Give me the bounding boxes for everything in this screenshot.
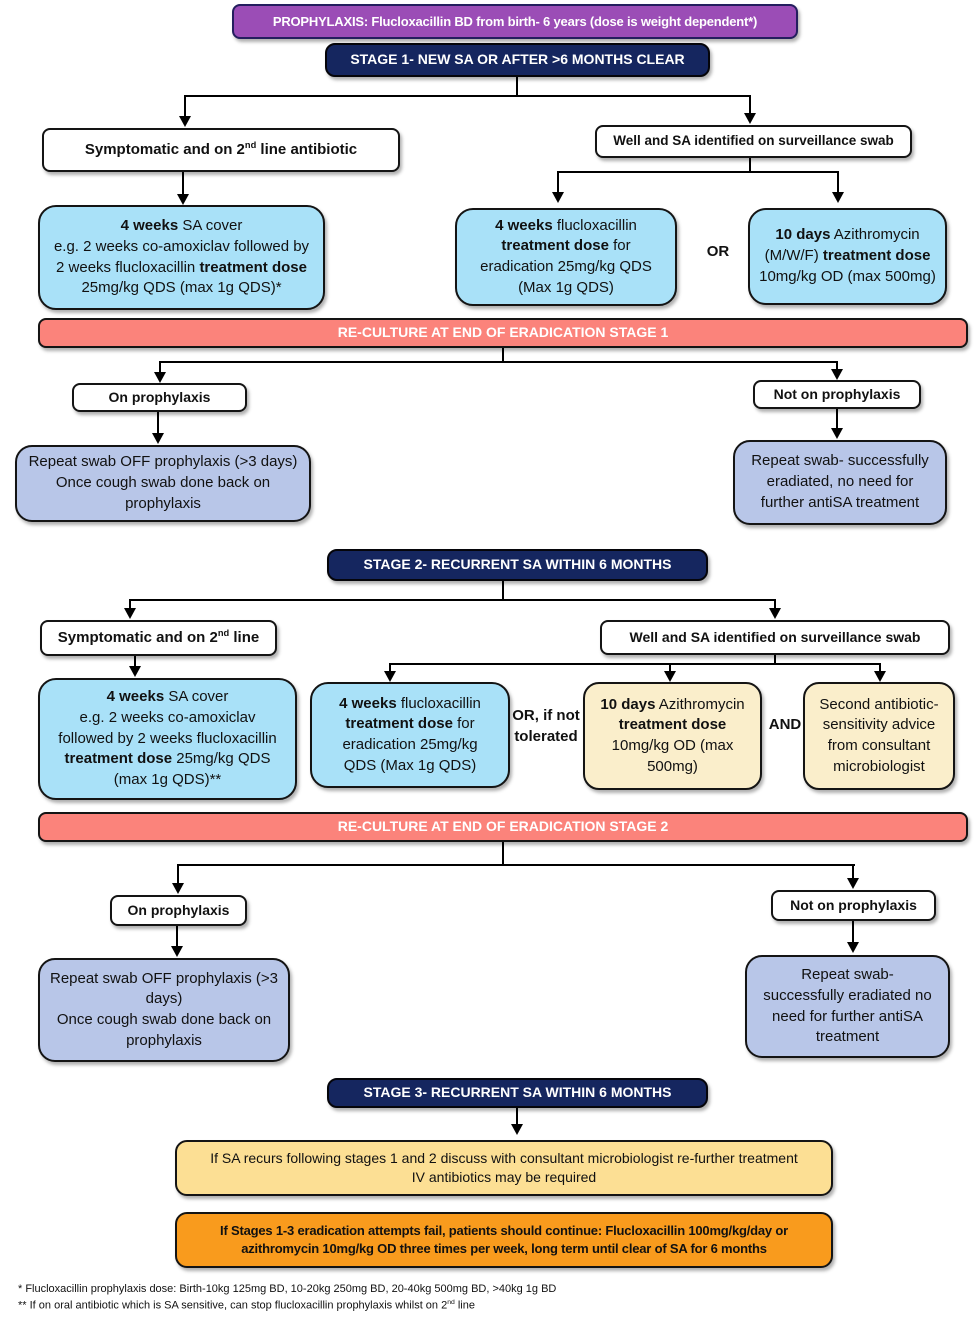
arrow-head xyxy=(154,372,166,383)
text-line xyxy=(619,715,727,736)
text-line: 10mg/kg OD (max xyxy=(611,737,734,754)
text-line: tolerated xyxy=(514,727,578,745)
text-line: QDS (Max 1g QDS) xyxy=(343,756,477,774)
arrow-head xyxy=(831,369,843,380)
connector-line xyxy=(557,171,839,173)
connector-line xyxy=(184,95,186,117)
stage2-repeat-swab-off-box xyxy=(38,958,290,1062)
stage1-on-prophylaxis-box xyxy=(72,383,247,412)
text-line: On prophylaxis xyxy=(127,901,230,918)
connector-line xyxy=(182,172,184,195)
connector-line xyxy=(749,95,751,115)
stage3-banner xyxy=(327,1078,708,1108)
arrow-head xyxy=(874,671,886,682)
text-line: 500mg) xyxy=(647,757,698,775)
text-run: line antibiotic xyxy=(256,141,358,159)
connector-line xyxy=(502,581,504,601)
superscript: nd xyxy=(217,628,230,639)
stage2-azithromycin-box xyxy=(583,682,762,790)
text-run: 4 weeks xyxy=(495,216,553,234)
stage1-sa-cover-box xyxy=(38,205,325,310)
text-run: 4 weeks xyxy=(106,688,165,706)
text-line xyxy=(65,749,271,770)
text-line: 10mg/kg OD (max 500mg) xyxy=(759,267,936,285)
text-run: treatment dose xyxy=(345,715,453,733)
connector-line xyxy=(389,663,881,665)
stage2-not-on-prophylaxis-box xyxy=(771,890,936,921)
text-line: Repeat swab- successfully xyxy=(751,452,929,470)
stage1-symptomatic-box xyxy=(42,128,400,172)
stage1-repeat-swab-off-box xyxy=(15,445,311,522)
text-line xyxy=(339,694,481,715)
footnote-2 xyxy=(18,1299,475,1312)
connector-line xyxy=(516,77,518,96)
text-run: line xyxy=(454,1299,475,1312)
text-line: Well and SA identified on surveillance swab xyxy=(629,628,921,645)
text-line xyxy=(107,687,229,708)
banner-text: RE-CULTURE AT END OF ERADICATION STAGE 1 xyxy=(337,324,669,341)
stage1-not-on-prophylaxis-box xyxy=(753,380,921,409)
stage2-repeat-swab-success-box xyxy=(745,955,950,1058)
text-line: sensitivity advice xyxy=(822,716,936,734)
text-line: microbiologist xyxy=(833,757,925,775)
connector-line xyxy=(129,599,776,601)
text-run: 10 days xyxy=(775,226,831,244)
text-line: If SA recurs following stages 1 and 2 discuss with consultant microbiologist re-further treatment xyxy=(210,1149,798,1166)
text-line xyxy=(600,695,744,716)
prophylaxis-banner xyxy=(232,4,798,39)
text-line: eradication 25mg/kg QDS xyxy=(480,258,652,275)
arrow-head xyxy=(171,946,183,957)
text-run: (M/W/F) xyxy=(764,247,823,265)
stage1-repeat-swab-success-box xyxy=(733,440,947,525)
text-run: treatment dose xyxy=(618,716,727,734)
connector-line xyxy=(184,95,751,97)
text-run: for xyxy=(452,715,475,733)
connector-line xyxy=(836,409,838,429)
text-line: Not on prophylaxis xyxy=(773,385,901,402)
stage2-reculture-banner xyxy=(38,812,968,842)
text-run: Azithromycin xyxy=(655,695,745,713)
stage1-reculture-banner xyxy=(38,318,968,348)
stage2-well-box xyxy=(600,620,950,655)
text-run: SA cover xyxy=(178,217,243,235)
text-line: eradication 25mg/kg xyxy=(342,736,478,753)
text-run: treatment dose xyxy=(501,237,609,255)
arrow-head xyxy=(831,428,843,439)
text-run: flucloxacillin xyxy=(552,216,637,234)
arrow-head xyxy=(384,671,396,682)
continue-treatment-box xyxy=(175,1212,833,1268)
banner-text: STAGE 1- NEW SA OR AFTER >6 MONTHS CLEAR xyxy=(350,51,685,68)
superscript: nd xyxy=(244,140,257,151)
stage2-on-prophylaxis-box xyxy=(110,895,247,926)
arrow-head xyxy=(744,113,756,124)
text-run: Symptomatic and on 2 xyxy=(57,629,218,647)
arrow-head xyxy=(769,608,781,619)
stage1-flucloxacillin-box xyxy=(455,208,677,306)
text-line: If Stages 1-3 eradication attempts fail, patients should continue: Flucloxacillin 100mg/kg/day or xyxy=(220,1223,788,1239)
text-line: Once cough swab done back on xyxy=(55,474,271,492)
text-run: SA cover xyxy=(164,688,229,706)
text-line xyxy=(121,216,243,237)
text-line: further antiSA treatment xyxy=(760,493,920,511)
text-run: flucloxacillin xyxy=(396,694,481,712)
text-run: 2 weeks flucloxacillin xyxy=(56,258,200,276)
connector-line xyxy=(159,361,838,363)
text-line xyxy=(775,225,919,246)
stage2-second-antibiotic-box xyxy=(803,682,955,790)
stage1-well-box xyxy=(595,125,912,158)
arrow-head xyxy=(832,192,844,203)
text-line: e.g. 2 weeks co-amoxiclav xyxy=(79,708,256,726)
text-run: 10 days xyxy=(600,695,656,713)
stage3-consultant-box xyxy=(175,1140,833,1196)
connector-line xyxy=(852,921,854,944)
text-line: OR, if not xyxy=(512,707,580,724)
footnote-1: * Flucloxacillin prophylaxis dose: Birth-10kg 125mg BD, 10-20kg 250mg BD, 20-40kg 500mg BD, >40kg 1g BD xyxy=(18,1283,557,1295)
stage1-or-label: OR xyxy=(706,243,730,260)
text-run: for xyxy=(608,237,631,255)
connector-line xyxy=(177,864,179,884)
text-line: prophylaxis xyxy=(125,494,201,512)
text-line: Repeat swab- xyxy=(801,966,894,984)
text-line: Repeat swab OFF prophylaxis (>3 days) xyxy=(28,453,298,471)
banner-text: RE-CULTURE AT END OF ERADICATION STAGE 2 xyxy=(337,818,669,835)
text-line: days) xyxy=(145,990,183,1008)
text-line xyxy=(495,216,637,237)
arrow-head xyxy=(129,666,141,677)
text-line: (Max 1g QDS) xyxy=(518,278,614,296)
text-run: Symptomatic and on 2 xyxy=(84,141,245,159)
arrow-head xyxy=(152,433,164,444)
text-line: Not on prophylaxis xyxy=(790,896,917,913)
text-line: Once cough swab done back on xyxy=(56,1011,272,1028)
arrow-head xyxy=(172,883,184,894)
arrow-head xyxy=(552,192,564,203)
connector-line xyxy=(557,171,559,193)
text-line: successfully eradiated no xyxy=(763,986,932,1004)
arrow-head xyxy=(664,671,676,682)
text-run: Azithromycin xyxy=(830,226,920,244)
text-run: treatment dose xyxy=(822,247,931,265)
text-line xyxy=(56,258,307,279)
banner-text: PROPHYLAXIS: Flucloxacillin BD from birth- 6 years (dose is weight dependent*) xyxy=(272,13,758,29)
connector-line xyxy=(176,926,178,947)
text-run: treatment dose xyxy=(199,258,307,276)
arrow-head xyxy=(847,878,859,889)
text-line: On prophylaxis xyxy=(108,388,211,405)
text-line xyxy=(501,236,630,257)
text-line xyxy=(765,246,931,267)
text-line: need for further antiSA xyxy=(772,1007,923,1025)
arrow-head xyxy=(124,608,136,619)
text-line: (max 1g QDS)** xyxy=(113,771,222,789)
arrow-head xyxy=(847,942,859,953)
text-line: IV antibiotics may be required xyxy=(411,1169,597,1185)
text-line: azithromycin 10mg/kg OD three times per week, long term until clear of SA for 6 months xyxy=(241,1241,767,1256)
connector-line xyxy=(502,842,504,866)
text-line: Second antibiotic- xyxy=(819,695,939,713)
text-run: 25mg/kg QDS xyxy=(172,750,271,768)
text-line: 25mg/kg QDS (max 1g QDS)* xyxy=(81,279,282,297)
text-run: ** If on oral antibiotic which is SA sensitive, can stop flucloxacillin prophylaxis whilst on 2 xyxy=(18,1299,448,1312)
connector-line xyxy=(157,412,159,434)
stage1-banner xyxy=(325,43,710,77)
text-run: 4 weeks xyxy=(339,694,397,712)
stage2-banner xyxy=(327,549,708,581)
stage2-and-label: AND xyxy=(768,716,802,733)
text-line: treatment xyxy=(815,1028,880,1046)
text-line: followed by 2 weeks flucloxacillin xyxy=(58,729,277,747)
text-line xyxy=(345,714,474,735)
text-line xyxy=(58,627,259,649)
arrow-head xyxy=(177,194,189,205)
banner-text: STAGE 3- RECURRENT SA WITHIN 6 MONTHS xyxy=(363,1084,672,1101)
arrow-head xyxy=(179,116,191,127)
text-line: from consultant xyxy=(827,737,931,754)
text-run: 4 weeks xyxy=(120,217,179,235)
text-line: Well and SA identified on surveillance swab xyxy=(613,133,894,149)
text-line: Repeat swab OFF prophylaxis (>3 xyxy=(49,969,279,987)
superscript: nd xyxy=(447,1299,455,1306)
stage2-or-label xyxy=(506,706,586,747)
connector-line xyxy=(177,864,855,866)
text-run: line xyxy=(229,629,260,647)
banner-text: STAGE 2- RECURRENT SA WITHIN 6 MONTHS xyxy=(363,556,672,573)
text-line xyxy=(85,139,357,161)
stage2-sa-cover-box xyxy=(38,678,297,800)
text-line: prophylaxis xyxy=(126,1031,202,1049)
stage2-symptomatic-box xyxy=(40,620,277,656)
connector-line xyxy=(837,171,839,193)
arrow-head xyxy=(511,1124,523,1135)
text-run: treatment dose xyxy=(64,750,173,768)
text-line: e.g. 2 weeks co-amoxiclav followed by xyxy=(53,237,310,255)
stage2-flucloxacillin-box xyxy=(310,682,510,788)
text-line: eradiated, no need for xyxy=(766,473,914,491)
stage1-azithromycin-box xyxy=(748,208,947,305)
